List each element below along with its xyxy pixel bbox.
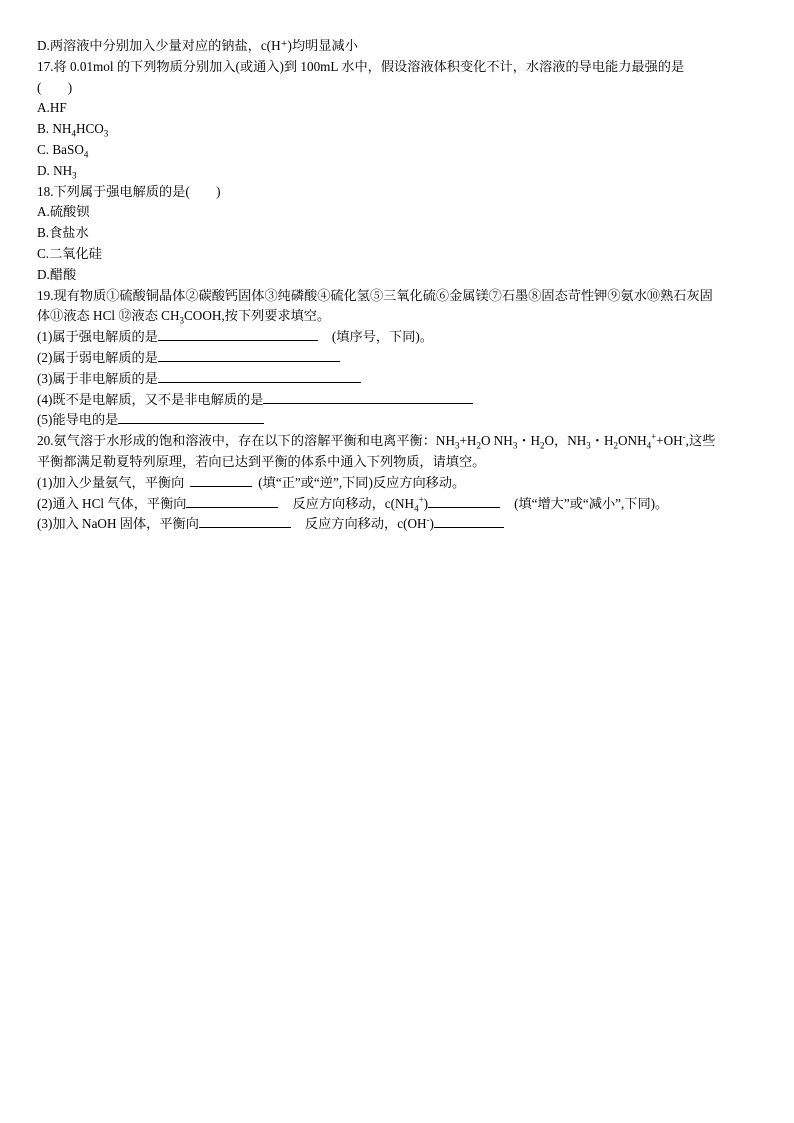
q20-t9: ,这些 — [685, 433, 716, 449]
q17-stem: 17.将 0.01mol 的下列物质分别加入(或通入)到 100mL 水中，假设溶液体积变化不计，水溶液的导电能力最强的是 — [37, 58, 685, 74]
q17-c-text: C. BaSO — [37, 141, 84, 157]
q20-p3-text: 反应方向移动，c(OH — [304, 516, 427, 532]
q20-p3-blank2[interactable] — [434, 514, 504, 528]
q20-t8: +OH — [656, 433, 683, 449]
q20-p2-sup: + — [418, 494, 424, 505]
q20-t2: +H — [459, 433, 477, 449]
q20-part1 — [37, 473, 762, 494]
q20-s1: 3 — [454, 440, 460, 451]
q19-stem-line1: 19.现有物质①硫酸铜晶体②碳酸钙固体③纯磷酸④硫化氢⑤三氧化硫⑥金属镁⑦石墨⑧固态苛性钾⑨氨水⑩熟石灰固 — [37, 287, 713, 303]
q19-part2 — [37, 348, 762, 369]
q20-sup2: - — [682, 431, 686, 442]
q17-d-sub: 3 — [72, 170, 77, 181]
q19-p5-blank[interactable] — [118, 410, 264, 424]
q17-paren: ( ) — [37, 79, 73, 95]
q19-p3-label: (3)属于非电解质的是 — [37, 370, 158, 386]
q19-p2-label: (2)属于弱电解质的是 — [37, 349, 158, 365]
q20-p3-sup: - — [426, 514, 430, 525]
q20-p2-sub: 4 — [414, 503, 419, 514]
q19-p5-label: (5)能导电的是 — [37, 412, 119, 428]
q18-option-d: D.醋酸 — [37, 266, 77, 282]
q17-d-text: D. NH — [37, 162, 73, 178]
q17-option-b — [37, 119, 762, 140]
q20-p3-label: (3)加入 NaOH 固体，平衡向 — [37, 516, 199, 532]
q18-option-c: C.二氧化硅 — [37, 245, 102, 261]
q19-stem-line2 — [37, 306, 762, 327]
q17-b-sub2: 3 — [103, 128, 109, 139]
q18-option-b: B.食盐水 — [37, 225, 89, 241]
q19-p1-label: (1)属于强电解质的是 — [37, 329, 158, 345]
q16-option-d: D.两溶液中分别加入少量对应的钠盐，c(H⁺)均明显减小 — [37, 38, 358, 53]
q20-p1-blank[interactable] — [190, 473, 252, 487]
document-page — [37, 36, 762, 535]
q18-stem: 18.下列属于强电解质的是( ) — [37, 183, 221, 199]
q19-p1-note: (填序号，下同)。 — [331, 329, 433, 345]
q19-p4-label: (4)既不是电解质，又不是非电解质的是 — [37, 391, 264, 407]
q20-part3 — [37, 514, 762, 535]
q18-option-a: A.硫酸钡 — [37, 204, 90, 220]
q19-stem2-text: 体⑪液态 HCl ⑫液态 CH — [37, 308, 180, 324]
q20-p2-text: 反应方向移动，c(NH — [292, 495, 415, 511]
q20-sup1: + — [651, 431, 657, 442]
q17-b-text2: HCO — [75, 121, 104, 137]
q20-s2: 2 — [476, 440, 481, 451]
q17-option-c — [37, 140, 762, 161]
q17-c-sub: 4 — [83, 149, 89, 160]
q20-s6: 2 — [613, 440, 619, 451]
q19-part5 — [37, 410, 762, 431]
q20-stem-line1 — [37, 431, 762, 452]
q20-p2-blank1[interactable] — [186, 494, 278, 508]
q20-stem-line2: 平衡都满足勒夏特列原理，若向已达到平衡的体系中通入下列物质，请填空。 — [37, 453, 486, 469]
q17-option-a: A.HF — [37, 100, 67, 116]
q20-s7: 4 — [646, 440, 652, 451]
q19-p3-blank[interactable] — [158, 369, 361, 383]
q19-part3 — [37, 369, 762, 390]
q20-s3: 3 — [512, 440, 518, 451]
q20-s4: 2 — [540, 440, 545, 451]
q20-p1-label: (1)加入少量氨气，平衡向 — [37, 474, 185, 490]
q20-part2 — [37, 494, 762, 515]
q19-p4-blank[interactable] — [263, 390, 473, 404]
q19-p1-blank[interactable] — [158, 327, 318, 341]
q17-b-sub: 4 — [71, 128, 76, 139]
q20-p1-note: (填“正”或“逆”,下同)反应方向移动。 — [258, 474, 466, 490]
q20-s5: 3 — [586, 440, 591, 451]
q19-p2-blank[interactable] — [158, 348, 340, 362]
q20-t1: 20.氨气溶于水形成的饱和溶液中，存在以下的溶解平衡和电离平衡：NH — [37, 433, 455, 449]
q19-part4 — [37, 390, 762, 411]
q17-b-text: B. NH — [37, 121, 72, 137]
q19-stem2-sub: 3 — [179, 316, 185, 326]
q20-p2-blank2[interactable] — [428, 494, 500, 508]
q20-p3-close: ) — [429, 516, 434, 532]
q20-t7: ONH — [618, 433, 647, 449]
q20-t4: ・H — [517, 433, 541, 449]
q20-t6: ・H — [590, 433, 614, 449]
q19-part1 — [37, 327, 762, 348]
q20-p2-label: (2)通入 HCl 气体，平衡向 — [37, 495, 187, 511]
q20-p2-close: ) — [423, 495, 429, 511]
q19-stem2-text2: COOH,按下列要求填空。 — [184, 308, 331, 324]
q20-p3-blank1[interactable] — [199, 514, 291, 528]
q20-t5: O，NH — [544, 433, 587, 449]
q20-t3: O NH — [480, 433, 513, 449]
q17-option-d — [37, 161, 762, 182]
q20-p2-note: (填“增大”或“减小”,下同)。 — [514, 495, 669, 511]
